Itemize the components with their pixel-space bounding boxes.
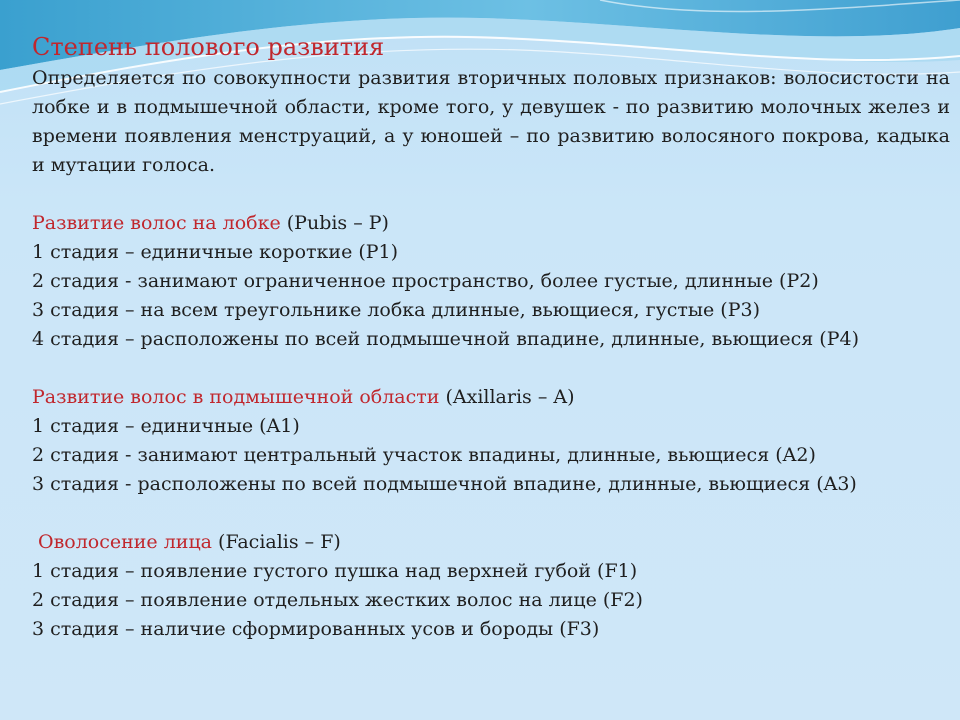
axillaris-stage-3: 3 стадия - расположены по всей подмышечной впадине, длинные, вьющиеся (A3): [32, 473, 857, 495]
pubis-heading: [32, 209, 950, 238]
facialis-heading: [32, 528, 950, 557]
axillaris-heading: [32, 383, 950, 412]
pubis-heading-code: (Pubis – P): [280, 212, 389, 234]
facialis-stage-3: 3 стадия – наличие сформированных усов и бороды (F3): [32, 618, 600, 640]
facialis-heading-code: (Facialis – F): [212, 531, 341, 553]
axillaris-stage-2: 2 стадия - занимают центральный участок впадины, длинные, вьющиеся (A2): [32, 444, 816, 466]
facialis-heading-title: Оволосение лица: [38, 531, 212, 553]
pubis-heading-title: Развитие волос на лобке: [32, 212, 281, 234]
slide-title: Степень полового развития: [32, 33, 385, 61]
intro-paragraph: Определяется по совокупности развития вторичных половых признаков: волосистости на лобке и в подмышечной области, кроме того, у девушек - по развитию молочных желез и времени появления менструаций, а у юношей – по развитию волосяного покрова, кадыка и мутации голоса.: [32, 67, 950, 176]
spacer: [32, 499, 950, 528]
axillaris-heading-title: Развитие волос в подмышечной области: [32, 386, 440, 408]
pubis-stage-1: 1 стадия – единичные короткие (P1): [32, 241, 399, 263]
slide-content: [32, 30, 950, 644]
pubis-stage-4: 4 стадия – расположены по всей подмышечной впадине, длинные, вьющиеся (P4): [32, 328, 859, 350]
facialis-stage-1: 1 стадия – появление густого пушка над верхней губой (F1): [32, 560, 638, 582]
spacer: [32, 180, 950, 209]
spacer: [32, 354, 950, 383]
pubis-stage-2: 2 стадия - занимают ограниченное пространство, более густые, длинные (P2): [32, 270, 819, 292]
axillaris-stage-1: 1 стадия – единичные (A1): [32, 415, 300, 437]
facialis-stage-2: 2 стадия – появление отдельных жестких волос на лице (F2): [32, 589, 643, 611]
axillaris-heading-code: (Axillaris – A): [439, 386, 575, 408]
pubis-stage-3: 3 стадия – на всем треугольнике лобка длинные, вьющиеся, густые (P3): [32, 299, 761, 321]
